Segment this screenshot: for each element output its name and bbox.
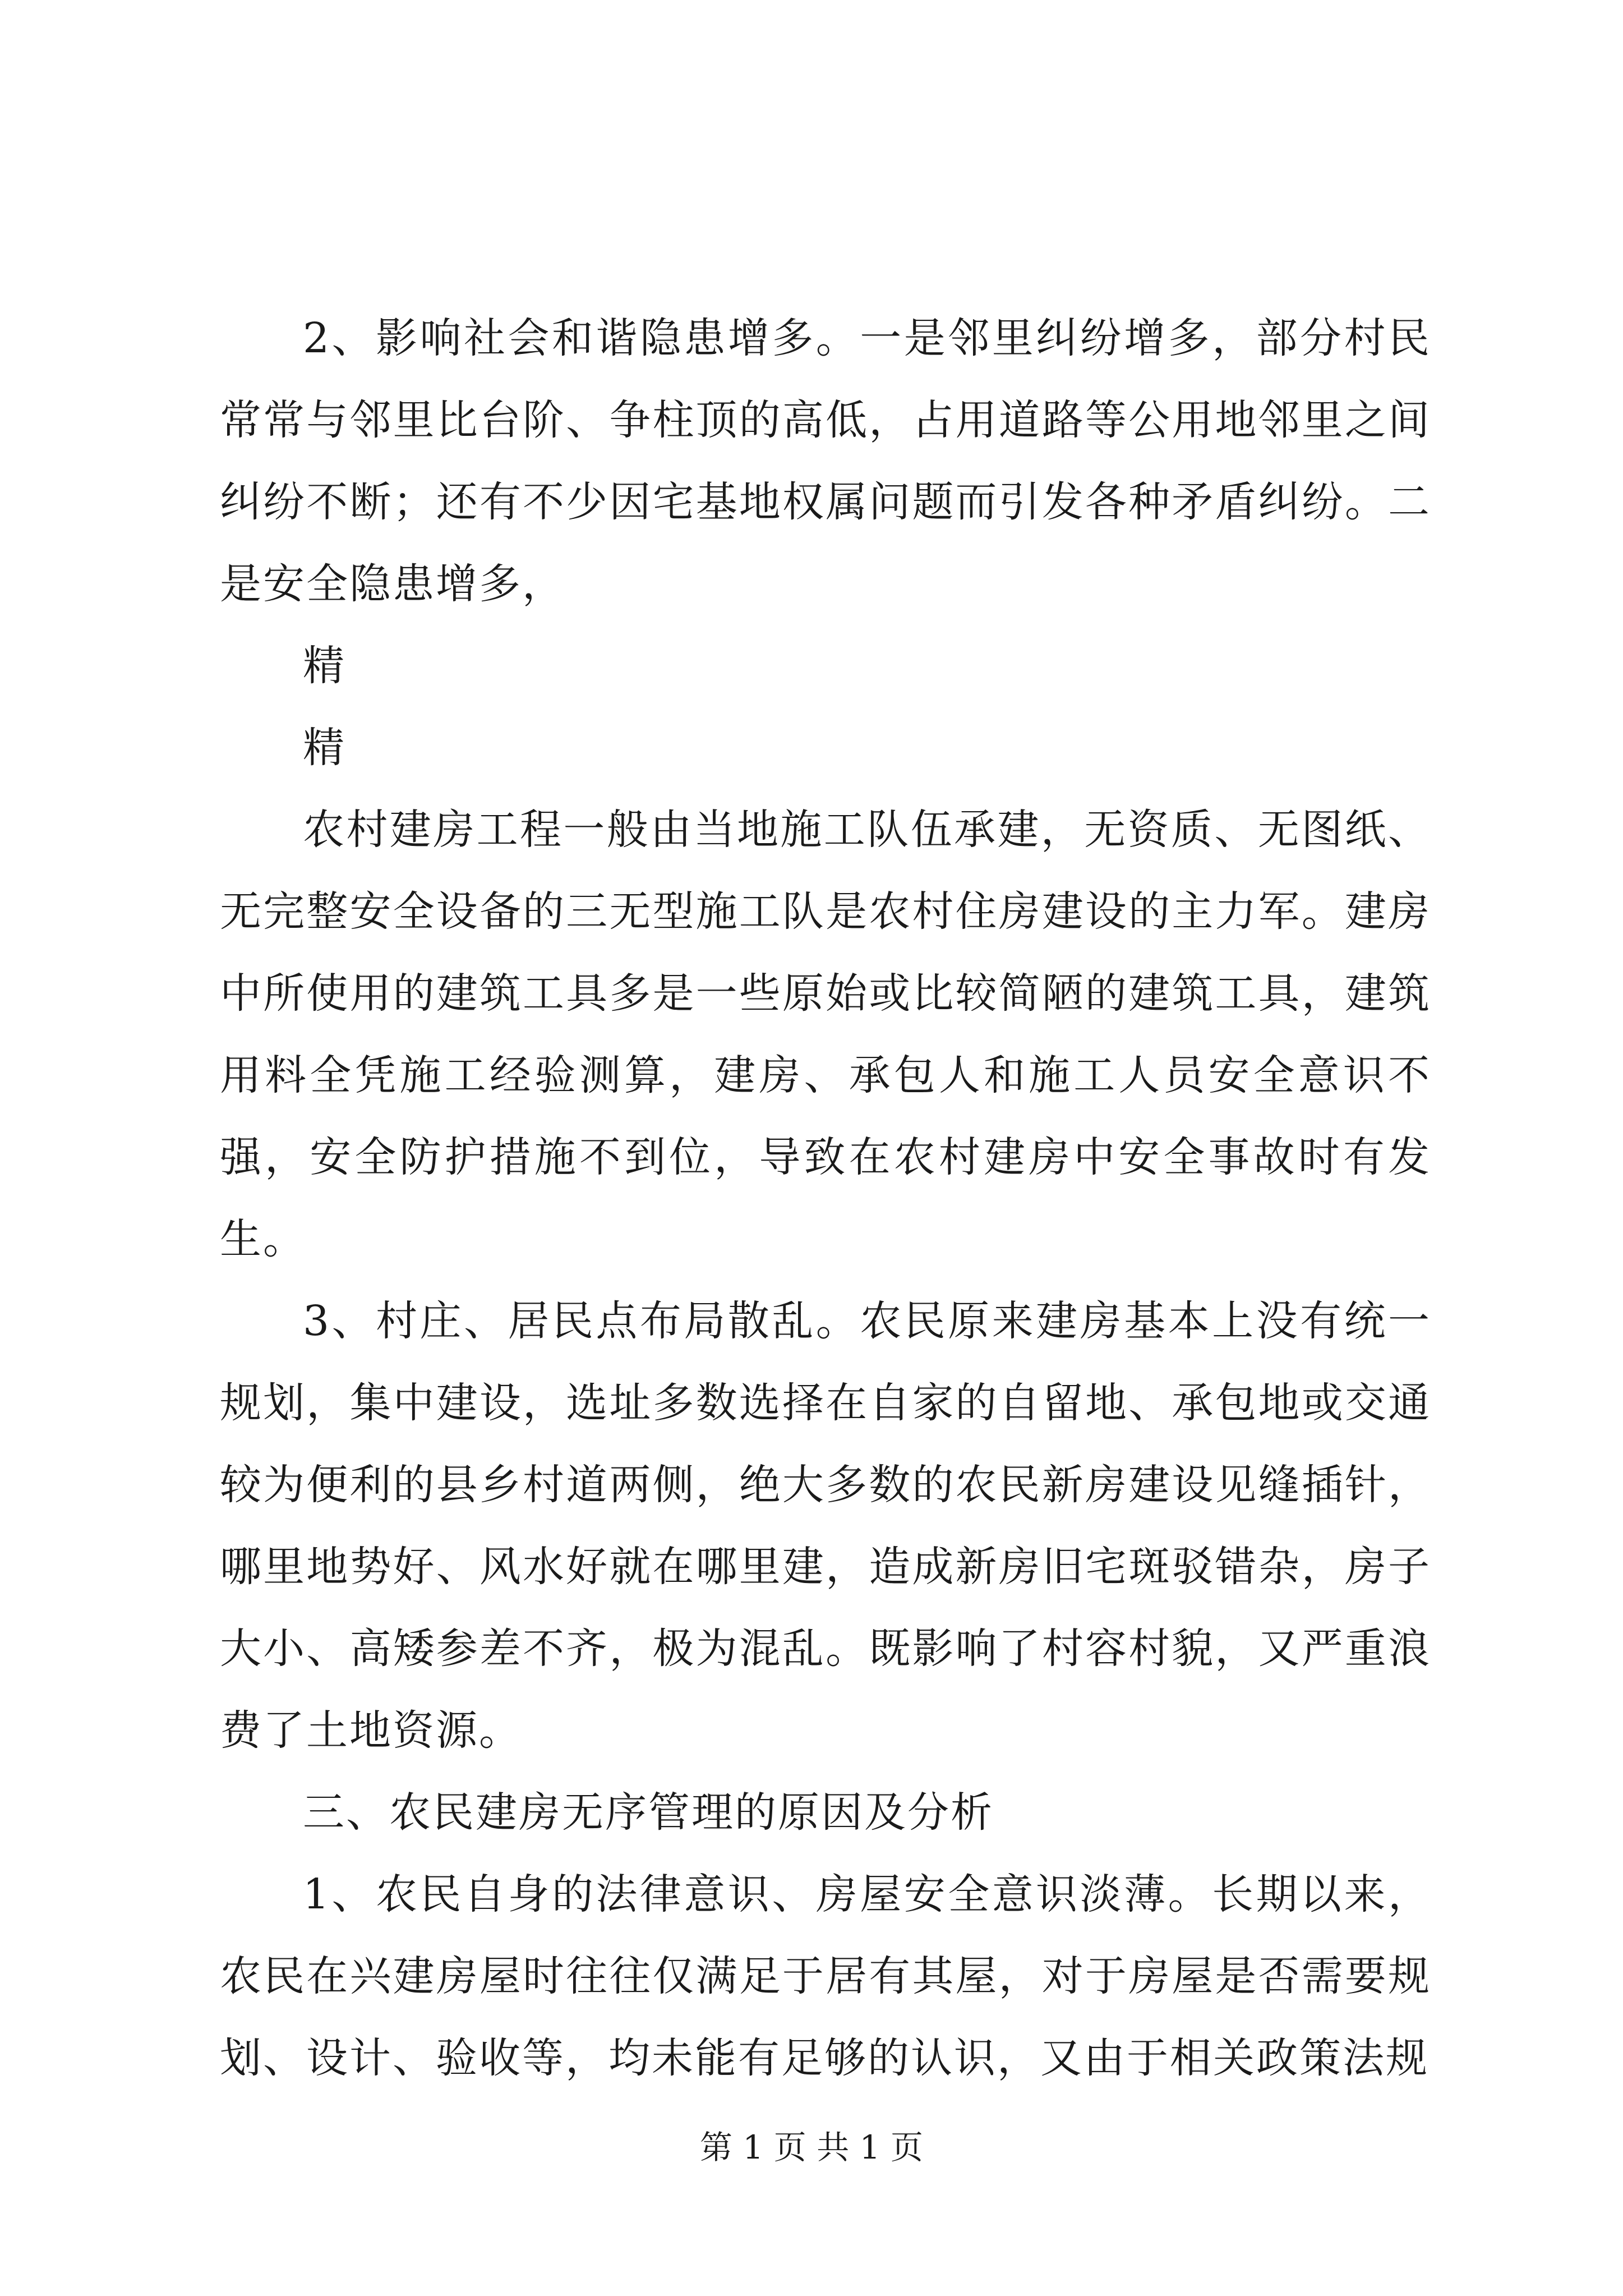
paragraph-legal-awareness: 1、农民自身的法律意识、房屋安全意识淡薄。长期以来，农民在兴建房屋时往往仅满足于居有其屋，对于房屋是否需要规划、设计、验收等，均未能有足够的认识，又由于相关政策法规 (220, 1870, 1431, 2082)
paragraph-fragment-1: 精 (303, 642, 344, 690)
paragraph-fragment-2: 精 (303, 724, 344, 772)
paragraph-village-layout: 3、村庄、居民点布局散乱。农民原来建房基本上没有统一规划，集中建设，选址多数选择在自家的自留地、承包地或交通较为便利的县乡村道两侧，绝大多数的农民新房建设见缝插针，哪里地势好、风水好就在哪里建，造成新房旧宅斑驳错杂，房子大小、高矮参差不齐，极为混乱。既影响了村容村貌，又严重浪费了土地资源。 (220, 1297, 1431, 1755)
section-heading-causes: 三、农民建房无序管理的原因及分析 (303, 1788, 994, 1837)
paragraph-social-harmony: 2、影响社会和谐隐患增多。一是邻里纠纷增多，部分村民常常与邻里比台阶、争柱顶的高低，占用道路等公用地邻里之间纠纷不断；还有不少因宅基地权属问题而引发各种矛盾纠纷。二是安全隐患增多， (220, 314, 1431, 608)
paragraph-construction-teams: 农村建房工程一般由当地施工队伍承建，无资质、无图纸、无完整安全设备的三无型施工队是农村住房建设的主力军。建房中所使用的建筑工具多是一些原始或比较简陋的建筑工具，建筑用料全凭施工经验测算，建房、承包人和施工人员安全意识不强，安全防护措施不到位，导致在农村建房中安全事故时有发生。 (220, 806, 1431, 1263)
page-footer: 第 1 页 共 1 页 (700, 2128, 923, 2166)
document-body (220, 297, 1431, 2099)
